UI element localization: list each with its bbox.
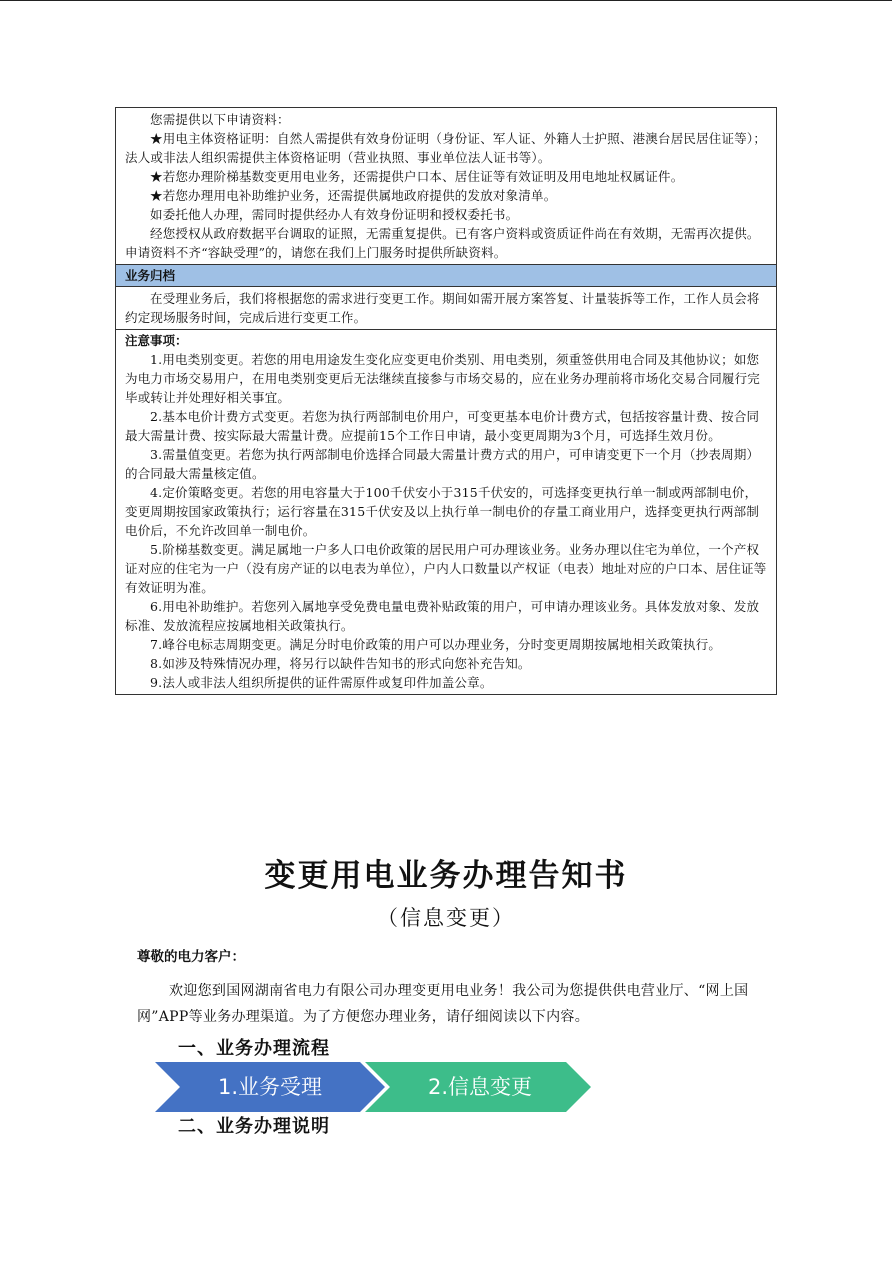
section-heading-process: 一、业务办理流程 [178,1038,330,1059]
materials-intro: 您需提供以下申请资料： [150,112,290,127]
note-item: 4.定价策略变更。若您的用电容量大于100千伏安小于315千伏安的，可选择变更执行单一制或两部制电价，变更周期按国家政策执行；运行容量在315千伏安及以上执行单一制电价的存量工商业用户，选择变更执行两部制电价后，不允许改回单一制电价。 [125,485,760,538]
flow-step-1-label: 1.业务受理 [217,1075,323,1099]
notice-title: 变更用电业务办理告知书 [264,858,628,894]
note-item: 7.峰谷电标志周期变更。满足分时电价政策的用户可以办理业务，分时变更周期按属地相关政策执行。 [150,637,722,652]
note-item: 8.如涉及特殊情况办理，将另行以缺件告知书的形式向您补充告知。 [150,656,531,671]
section-heading-instructions: 二、业务办理说明 [178,1116,330,1137]
note-item: 5.阶梯基数变更。满足属地一户多人口电价政策的居民用户可办理该业务。业务办理以住宅为单位，一个产权证对应的住宅为一户（没有房产证的以电表为单位），户内人口数量以产权证（电表）地址对应的户口本、居住证等有效证明为准。 [125,542,767,595]
intro-paragraph: 欢迎您到国网湖南省电力有限公司办理变更用电业务！我公司为您提供供电营业厅、“网上国网”APP等业务办理渠道。为了方便您办理业务，请仔细阅读以下内容。 [137,983,749,1025]
greeting: 尊敬的电力客户： [137,949,245,965]
notes-header: 注意事项： [125,333,188,348]
info-table [115,107,777,695]
archive-section [116,286,776,329]
materials-item-tier: ★若您办理阶梯基数变更用电业务，还需提供户口本、居住证等有效证明及用电地址权属证件。 [150,169,684,184]
note-item: 3.需量值变更。若您为执行两部制电价选择合同最大需量计费方式的用户，可申请变更下一个月（抄表周期）的合同最大需量核定值。 [125,447,760,481]
archive-text: 在受理业务后，我们将根据您的需求进行变更工作。期间如需开展方案答复、计量装拆等工作，工作人员会将约定现场服务时间，完成后进行变更工作。 [125,291,760,325]
notice-subtitle: （信息变更） [377,906,515,930]
note-item: 9.法人或非法人组织所提供的证件需原件或复印件加盖公章。 [150,675,493,690]
flow-step-2-label: 2.信息变更 [427,1075,533,1099]
archive-header: 业务归档 [116,264,776,286]
page-top-rule [0,0,892,1]
note-item: 2.基本电价计费方式变更。若您为执行两部制电价用户，可变更基本电价计费方式，包括按容量计费、按合同最大需量计费、按实际最大需量计费。应提前15个工作日申请，最小变更周期为3个月，可选择生效月份。 [125,409,760,443]
materials-item-subsidy: ★若您办理用电补助维护业务，还需提供属地政府提供的发放对象清单。 [150,188,557,203]
materials-item-proxy: 如委托他人办理，需同时提供经办人有效身份证明和授权委托书。 [150,207,519,222]
materials-item-platform: 经您授权从政府数据平台调取的证照，无需重复提供。已有客户资料或资质证件尚在有效期，无需再次提供。申请资料不齐“容缺受理”的，请您在我们上门服务时提供所缺资料。 [125,226,760,260]
materials-section [116,108,776,264]
materials-item-subject: ★用电主体资格证明：自然人需提供有效身份证明（身份证、军人证、外籍人士护照、港澳台居民居住证等）；法人或非法人组织需提供主体资格证明（营业执照、事业单位法人证书等）。 [125,131,767,165]
note-item: 1.用电类别变更。若您的用电用途发生变化应变更电价类别、用电类别，须重签供用电合同及其他协议；如您为电力市场交易用户，在用电类别变更后无法继续直接参与市场交易的，应在业务办理前将市场化交易合同履行完毕或转让并处理好相关事宜。 [125,352,761,405]
notes-section [116,329,776,694]
note-item: 6.用电补助维护。若您列入属地享受免费电量电费补贴政策的用户，可申请办理该业务。具体发放对象、发放标准、发放流程应按属地相关政策执行。 [125,599,760,633]
